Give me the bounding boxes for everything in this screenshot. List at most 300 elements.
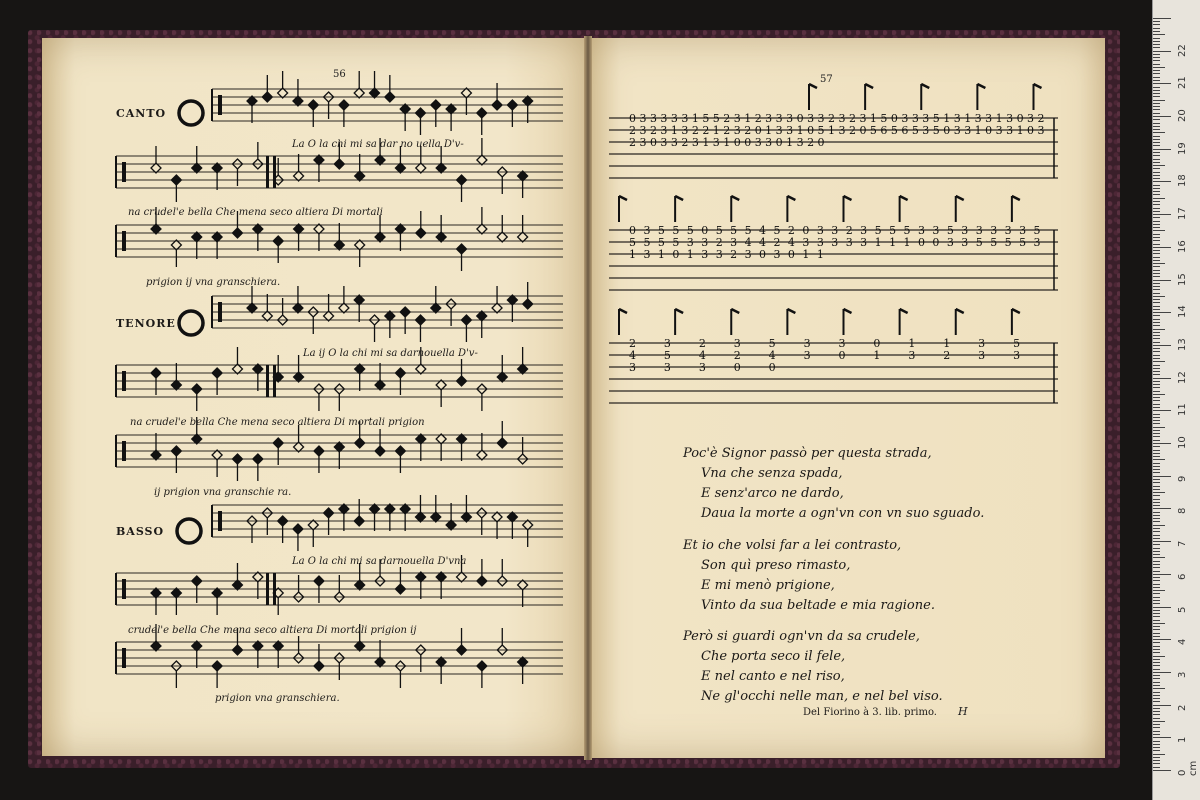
tab-fret-number: 3 xyxy=(701,236,709,249)
ruler-tick xyxy=(1153,721,1165,722)
lyric-canto-3: prigion ij vna granschiera. xyxy=(146,277,281,288)
lyric-tenore-3: ij prigion vna granschie ra. xyxy=(154,487,292,498)
tab-fret-number: 4 xyxy=(768,349,776,362)
tab-fret-number: 5 xyxy=(817,124,825,137)
tab-fret-number: 3 xyxy=(754,136,762,149)
tab-fret-number: 5 xyxy=(932,112,940,125)
tab-fret-number: 3 xyxy=(961,224,969,237)
ruler-tick xyxy=(1153,309,1160,310)
tab-fret-number: 0 xyxy=(802,224,810,237)
ruler-tick xyxy=(1153,750,1160,751)
ruler-tick xyxy=(1153,528,1160,529)
tab-fret-number: 2 xyxy=(649,124,657,137)
ruler-tick xyxy=(1153,391,1160,392)
poem-s3-l2: Che porta seco il fele, xyxy=(701,649,846,664)
ruler-tick xyxy=(1153,692,1160,693)
ruler-tick xyxy=(1153,623,1165,624)
tab-fret-number: 0 xyxy=(759,248,767,261)
tab-fret-number: 3 xyxy=(911,112,919,125)
tab-fret-number: 4 xyxy=(787,236,795,249)
ruler-tick xyxy=(1153,47,1160,48)
tab-fret-number: 3 xyxy=(953,124,961,137)
tab-fret-number: 0 xyxy=(1016,112,1024,125)
ruler-tick xyxy=(1153,325,1160,326)
ruler-tick xyxy=(1153,230,1165,231)
ruler-tick xyxy=(1153,767,1160,768)
voice-label-canto: CANTO xyxy=(116,107,167,120)
tab-fret-number: 5 xyxy=(744,224,752,237)
tab-fret-number: 3 xyxy=(670,112,678,125)
tab-fret-number: 3 xyxy=(670,136,678,149)
ruler-tick xyxy=(1153,188,1160,189)
ruler-label: 17 xyxy=(1177,207,1188,221)
ruler-tick xyxy=(1153,564,1160,565)
tab-fret-number: 2 xyxy=(787,224,795,237)
ruler-label: 10 xyxy=(1177,436,1188,449)
ruler-tick xyxy=(1153,639,1171,640)
ruler-tick xyxy=(1153,358,1160,359)
tab-fret-number: 0 xyxy=(701,224,709,237)
ruler-tick xyxy=(1153,103,1160,104)
ruler-tick xyxy=(1153,521,1160,522)
ruler-tick xyxy=(1153,34,1165,35)
lyric-canto-1: La O la chi mi sa dar no uella D'v- xyxy=(292,139,464,150)
ruler-tick xyxy=(1153,590,1165,591)
tab-fret-number: 6 xyxy=(901,124,909,137)
ruler-tick xyxy=(1153,100,1165,101)
ruler-tick xyxy=(1153,28,1160,29)
right-page-number: 57 xyxy=(820,74,833,85)
ruler-tick xyxy=(1153,165,1165,166)
tab-fret-number: 5 xyxy=(946,224,954,237)
tab-fret-number: 3 xyxy=(838,124,846,137)
tab-fret-number: 2 xyxy=(848,112,856,125)
tab-fret-number: 3 xyxy=(953,112,961,125)
ruler-tick xyxy=(1153,351,1160,352)
ruler-tick xyxy=(1153,299,1160,300)
voice-basso xyxy=(116,519,201,543)
ruler-tick xyxy=(1153,652,1160,653)
tab-fret-number: 3 xyxy=(643,248,651,261)
tab-fret-number: 1 xyxy=(828,124,836,137)
tab-fret-number: 3 xyxy=(975,224,983,237)
tab-fret-number: 3 xyxy=(701,248,709,261)
ruler-tick xyxy=(1153,724,1160,725)
tab-fret-number: 1 xyxy=(1016,124,1024,137)
tab-fret-number: 0 xyxy=(873,337,881,350)
ruler-tick xyxy=(1153,365,1160,366)
tab-fret-number: 0 xyxy=(817,136,825,149)
ruler-tick xyxy=(1153,129,1160,130)
tab-fret-number: 3 xyxy=(730,236,738,249)
ruler-tick xyxy=(1153,136,1160,137)
tab-fret-number: 5 xyxy=(889,224,897,237)
ruler-tick xyxy=(1153,603,1160,604)
ruler-tick xyxy=(1153,361,1165,362)
ruler-tick xyxy=(1153,427,1165,428)
ruler-tick xyxy=(1153,518,1160,519)
tab-fret-number: 1 xyxy=(629,248,636,261)
ruler-tick xyxy=(1153,70,1160,71)
tab-fret-number: 3 xyxy=(786,112,794,125)
ruler-tick xyxy=(1153,656,1165,657)
tab-fret-number: 2 xyxy=(730,248,738,261)
poem-s1-l1: Poc'è Signor passò per questa strada, xyxy=(683,446,932,461)
ruler-label: 14 xyxy=(1177,305,1188,319)
tab-fret-number: 3 xyxy=(643,224,651,237)
ruler-tick xyxy=(1153,194,1160,195)
tab-fret-number: 2 xyxy=(629,337,636,350)
ruler-tick xyxy=(1153,557,1165,558)
ruler-tick xyxy=(1153,502,1160,503)
ruler-tick xyxy=(1153,430,1160,431)
tab-fret-number: 1 xyxy=(869,112,877,125)
tab-fret-number: 3 xyxy=(733,112,741,125)
ruler-label: 16 xyxy=(1177,240,1188,253)
ruler-tick xyxy=(1153,580,1160,581)
ruler-tick xyxy=(1153,368,1160,369)
tab-fret-number: 5 xyxy=(672,224,680,237)
ruler-tick xyxy=(1153,495,1160,496)
tab-fret-number: 3 xyxy=(715,248,723,261)
ruler-tick xyxy=(1153,459,1165,460)
tab-fret-number: 2 xyxy=(702,124,710,137)
tab-fret-number: 2 xyxy=(691,124,699,137)
ruler-tick xyxy=(1153,737,1171,738)
tab-fret-number: 3 xyxy=(681,124,689,137)
tab-fret-number: 5 xyxy=(975,236,983,249)
poem-s1-l2: Vna che senza spada, xyxy=(701,466,843,481)
ruler-tick xyxy=(1153,747,1160,748)
tab-fret-number: 3 xyxy=(908,349,916,362)
tab-fret-number: 1 xyxy=(765,124,773,137)
tab-fret-number: 2 xyxy=(845,224,853,237)
ruler-tick xyxy=(1153,266,1160,267)
ruler-tick xyxy=(1153,584,1160,585)
ruler-tick xyxy=(1153,306,1160,307)
ruler-tick xyxy=(1153,446,1160,447)
ruler-label: 12 xyxy=(1177,370,1188,384)
voice-canto xyxy=(116,101,203,125)
lyric-tenore-1: La ij O la chi mi sa darnouella D'v- xyxy=(303,348,478,359)
tab-fret-number: 6 xyxy=(880,124,888,137)
ruler-tick xyxy=(1153,381,1160,382)
ruler-tick xyxy=(1153,443,1171,444)
ruler-tick xyxy=(1153,705,1171,706)
ruler-tick xyxy=(1153,593,1160,594)
tab-fret-number: 0 xyxy=(859,124,867,137)
ruler-tick xyxy=(1153,436,1160,437)
poem-s2-l2: Son quì preso rimasto, xyxy=(701,558,851,573)
tab-fret-number: 3 xyxy=(922,112,930,125)
ruler-tick xyxy=(1153,535,1160,536)
ruler-tick xyxy=(1153,139,1160,140)
ruler-tick xyxy=(1153,479,1160,480)
tab-fret-number: 0 xyxy=(775,136,783,149)
ruler-tick xyxy=(1153,649,1160,650)
ruler-tick xyxy=(1153,145,1160,146)
ruler-tick xyxy=(1153,319,1160,320)
ruler-tick xyxy=(1153,678,1160,679)
ruler-tick xyxy=(1153,123,1160,124)
tab-fret-number: 3 xyxy=(978,337,986,350)
ruler-tick xyxy=(1153,489,1160,490)
ruler-tick xyxy=(1153,407,1160,408)
tab-fret-number: 3 xyxy=(775,112,783,125)
tab-fret-number: 3 xyxy=(816,236,824,249)
ruler-tick xyxy=(1153,734,1160,735)
tab-fret-number: 3 xyxy=(786,124,794,137)
lyric-basso-2: crudel'e bella Che mena seco altiera Di mortali prigion ij xyxy=(128,625,417,636)
ruler-tick xyxy=(1153,31,1160,32)
staff xyxy=(212,71,563,135)
ruler-tick xyxy=(1153,24,1160,25)
tab-fret-number: 2 xyxy=(773,236,781,249)
tab-fret-number: 5 xyxy=(874,224,882,237)
tab-fret-number: 0 xyxy=(943,124,951,137)
ruler-tick xyxy=(1153,152,1160,153)
ruler-tick xyxy=(1153,525,1165,526)
tab-fret-number: 0 xyxy=(768,361,776,374)
ruler-tick xyxy=(1153,149,1171,150)
ruler-tick xyxy=(1153,626,1160,627)
ruler-tick xyxy=(1153,453,1160,454)
ruler-tick xyxy=(1153,672,1171,673)
tab-fret-number: 1 xyxy=(889,236,897,249)
tab-fret-number: 1 xyxy=(816,248,824,261)
tab-fret-number: 0 xyxy=(890,112,898,125)
tab-fret-number: 3 xyxy=(961,236,969,249)
tab-fret-number: 1 xyxy=(796,124,804,137)
ruler-tick xyxy=(1153,87,1160,88)
tab-fret-number: 2 xyxy=(807,136,815,149)
tab-fret-number: 0 xyxy=(649,136,657,149)
tab-fret-number: 5 xyxy=(686,224,694,237)
ruler-tick xyxy=(1153,106,1160,107)
ruler-tick xyxy=(1153,567,1160,568)
ruler-tick xyxy=(1153,237,1160,238)
ruler-tick xyxy=(1153,374,1160,375)
ruler-tick xyxy=(1153,620,1160,621)
tab-fret-number: 5 xyxy=(1004,236,1012,249)
ruler-label: 19 xyxy=(1177,141,1188,155)
ruler-tick xyxy=(1153,665,1160,666)
tab-fret-number: 1 xyxy=(670,124,678,137)
ruler-tick xyxy=(1153,142,1160,143)
ruler-tick xyxy=(1153,263,1165,264)
tab-fret-number: 0 xyxy=(985,124,993,137)
tab-fret-number: 5 xyxy=(773,224,781,237)
ruler-tick xyxy=(1153,289,1160,290)
poem-s2-l4: Vinto da sua beltade e mia ragione. xyxy=(701,598,935,613)
tab-fret-number: 3 xyxy=(901,112,909,125)
tab-fret-number: 3 xyxy=(1037,124,1045,137)
ruler-tick xyxy=(1153,21,1160,22)
tab-fret-number: 2 xyxy=(723,112,731,125)
tab-fret-number: 3 xyxy=(660,124,668,137)
ruler-tick xyxy=(1153,315,1160,316)
ruler-tick xyxy=(1153,132,1165,133)
ruler-tick xyxy=(1153,744,1160,745)
ruler-tick xyxy=(1153,597,1160,598)
tab-fret-number: 3 xyxy=(845,236,853,249)
tab-fret-number: 4 xyxy=(629,349,636,362)
tab-fret-number: 5 xyxy=(768,337,776,350)
tab-fret-number: 3 xyxy=(964,124,972,137)
lyric-tenore-2: na crudel'e bella Che mena seco altiera Di mortali prigion xyxy=(130,417,425,428)
ruler-tick xyxy=(1153,155,1160,156)
poem-s3-l3: E nel canto e nel riso, xyxy=(701,669,845,684)
ruler-tick xyxy=(1153,338,1160,339)
ruler-tick xyxy=(1153,512,1160,513)
ruler-label: 7 xyxy=(1177,540,1188,548)
tab-fret-number: 0 xyxy=(917,236,925,249)
tab-fret-number: 1 xyxy=(908,337,916,350)
ruler-tick xyxy=(1153,763,1160,764)
ruler-tick xyxy=(1153,610,1160,611)
tab-fret-number: 4 xyxy=(759,224,767,237)
tab-fret-number: 3 xyxy=(649,112,657,125)
ruler-tick xyxy=(1153,191,1160,192)
tab-fret-number: 5 xyxy=(903,224,911,237)
tab-fret-number: 1 xyxy=(686,248,694,261)
tab-fret-number: 3 xyxy=(712,136,720,149)
tab-fret-number: 4 xyxy=(759,236,767,249)
ruler-tick xyxy=(1153,587,1160,588)
tab-fret-number: 2 xyxy=(715,236,723,249)
ruler-tick xyxy=(1153,244,1160,245)
ruler-tick xyxy=(1153,554,1160,555)
ruler-label: 9 xyxy=(1177,475,1188,482)
ruler-tick xyxy=(1153,96,1160,97)
tab-fret-number: 2 xyxy=(744,124,752,137)
ruler-tick xyxy=(1153,400,1160,401)
ruler-tick xyxy=(1153,531,1160,532)
ruler-tick xyxy=(1153,80,1160,81)
staff xyxy=(212,282,563,342)
ruler-tick xyxy=(1153,293,1160,294)
tab-fret-number: 3 xyxy=(733,124,741,137)
ruler-tick xyxy=(1153,420,1160,421)
ruler-tick xyxy=(1153,476,1171,477)
tab-fret-number: 3 xyxy=(660,136,668,149)
ruler-label: 8 xyxy=(1177,508,1188,515)
ruler-label: 2 xyxy=(1177,704,1188,711)
ruler-tick xyxy=(1153,711,1160,712)
ruler-tick xyxy=(1153,257,1160,258)
ruler-tick xyxy=(1153,162,1160,163)
tab-fret-number: 5 xyxy=(1019,236,1027,249)
tab-fret-number: 3 xyxy=(639,124,647,137)
ruler-tick xyxy=(1153,397,1160,398)
tab-fret-number: 3 xyxy=(803,337,811,350)
ruler-tick xyxy=(1153,296,1165,297)
tab-fret-number: 1 xyxy=(874,236,882,249)
ruler-tick xyxy=(1153,211,1160,212)
ruler-tick xyxy=(1153,646,1160,647)
tab-fret-number: 3 xyxy=(838,112,846,125)
ruler-tick xyxy=(1153,312,1171,313)
ruler-tick xyxy=(1153,234,1160,235)
tab-fret-number: 5 xyxy=(932,124,940,137)
tab-fret-number: 0 xyxy=(796,112,804,125)
tab-fret-number: 1 xyxy=(943,112,951,125)
poem xyxy=(682,446,984,704)
tab-fret-number: 3 xyxy=(990,224,998,237)
tab-fret-number: 5 xyxy=(702,112,710,125)
tab-fret-number: 3 xyxy=(796,136,804,149)
tab-fret-number: 3 xyxy=(773,248,781,261)
tab-fret-number: 1 xyxy=(903,236,911,249)
tab-fret-number: 1 xyxy=(802,248,810,261)
ruler-tick xyxy=(1153,633,1160,634)
ruler-tick xyxy=(1153,253,1160,254)
tablature-area xyxy=(609,84,1058,403)
ruler-tick xyxy=(1153,682,1160,683)
ruler-tick xyxy=(1153,119,1160,120)
ruler-tick xyxy=(1153,754,1165,755)
ruler-tick xyxy=(1153,685,1160,686)
tab-fret-number: 1 xyxy=(964,112,972,125)
ruler-tick xyxy=(1153,472,1160,473)
ruler-tick xyxy=(1153,770,1171,771)
ruler-tick xyxy=(1153,499,1160,500)
ruler-tick xyxy=(1153,561,1160,562)
ruler-label: 11 xyxy=(1177,403,1188,417)
tab-fret-number: 3 xyxy=(978,349,986,362)
tab-fret-number: 1 xyxy=(943,337,951,350)
tab-fret-number: 3 xyxy=(765,112,773,125)
ruler-tick xyxy=(1153,348,1160,349)
tab-fret-number: 0 xyxy=(932,236,940,249)
tab-fret-number: 3 xyxy=(691,136,699,149)
ruler-tick xyxy=(1153,675,1160,676)
tab-fret-number: 0 xyxy=(733,136,741,149)
ruler-tick xyxy=(1153,221,1160,222)
ruler-tick xyxy=(1153,83,1171,84)
ruler-tick xyxy=(1153,126,1160,127)
poem-s2-l3: E mi menò prigione, xyxy=(701,578,835,593)
tab-fret-number: 2 xyxy=(698,337,706,350)
tab-fret-number: 3 xyxy=(1006,124,1014,137)
ruler-tick xyxy=(1153,551,1160,552)
mensuration-sign-tenore xyxy=(179,311,203,335)
ruler-tick xyxy=(1153,727,1160,728)
lyric-canto-2: na crudel'e bella Che mena seco altiera Di mortali xyxy=(128,207,383,218)
ruler-tick xyxy=(1153,642,1160,643)
ruler-tick xyxy=(1153,57,1160,58)
ruler-tick xyxy=(1153,67,1165,68)
voice-label-tenore: TENORE xyxy=(116,317,176,330)
ruler-tick xyxy=(1153,607,1171,608)
tab-fret-number: 1 xyxy=(974,124,982,137)
tab-fret-number: 2 xyxy=(848,124,856,137)
ruler-tick xyxy=(1153,64,1160,65)
ruler-tick xyxy=(1153,669,1160,670)
tab-fret-number: 1 xyxy=(873,349,881,362)
ruler-tick xyxy=(1153,404,1160,405)
tab-fret-number: 3 xyxy=(660,112,668,125)
tab-fret-number: 0 xyxy=(807,124,815,137)
tab-fret-number: 1 xyxy=(995,112,1003,125)
ruler-tick xyxy=(1153,394,1165,395)
measuring-ruler xyxy=(1152,0,1200,800)
ruler-tick xyxy=(1153,571,1160,572)
lyric-basso-1: La O la chi mi sa darnouella D'vna xyxy=(292,556,467,567)
ruler-tick xyxy=(1153,714,1160,715)
tab-fret-number: 3 xyxy=(1027,112,1035,125)
tab-fret-number: 3 xyxy=(807,112,815,125)
